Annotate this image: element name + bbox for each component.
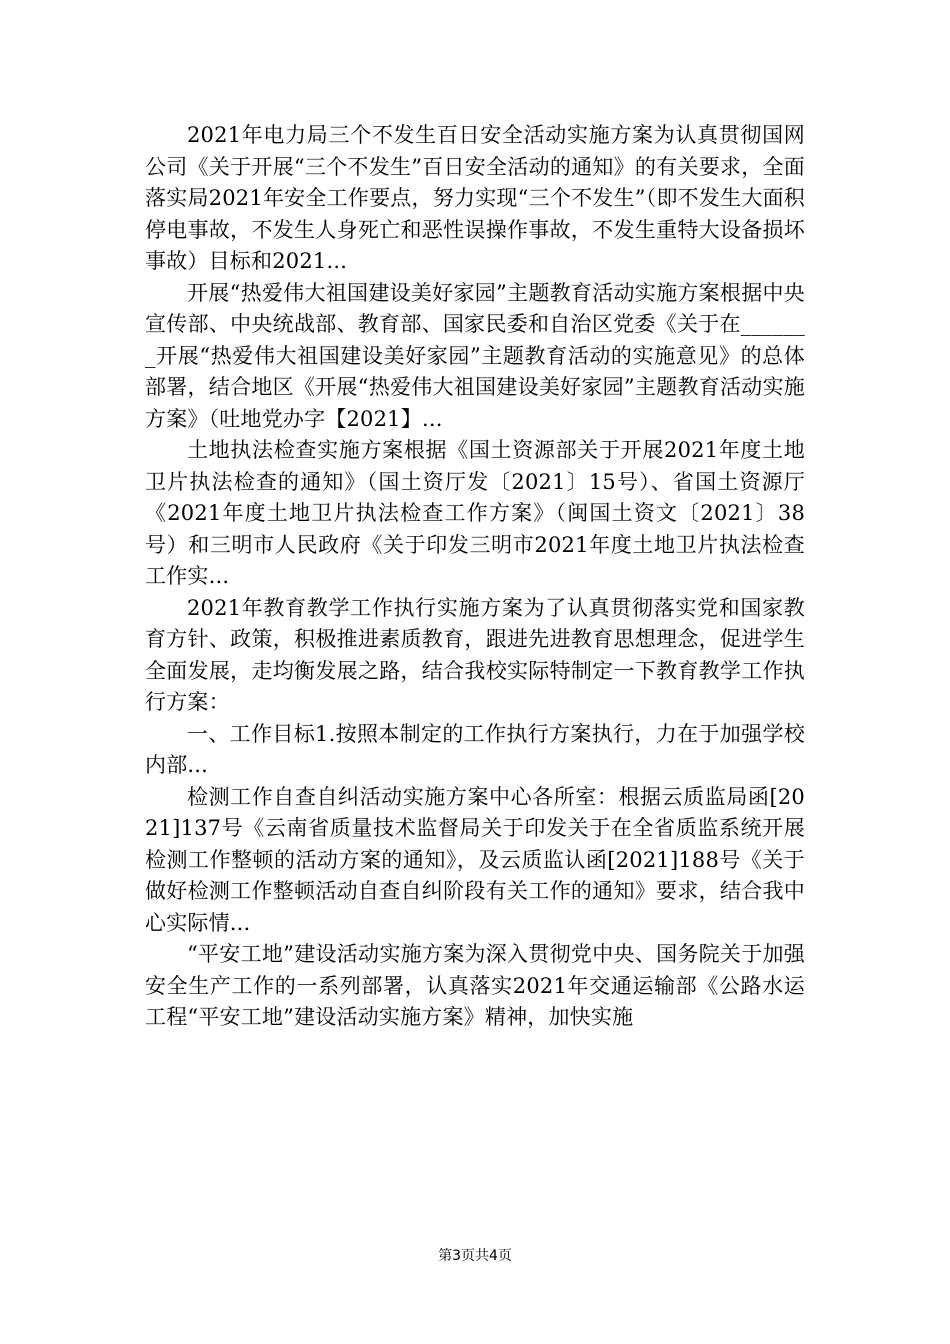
document-body — [145, 120, 805, 1034]
paragraph-1: 2021年电力局三个不发生百日安全活动实施方案为认真贯彻国网公司《关于开展“三个不发生”百日安全活动的通知》的有关要求，全面落实局2021年安全工作要点，努力实现“三个不发生”（即不发生大面积停电事故，不发生人身死亡和恶性误操作事故，不发生重特大设备损坏事故）目标和2021... — [145, 123, 805, 273]
paragraph-3: 土地执法检查实施方案根据《国土资源部关于开展2021年度土地卫片执法检查的通知》（国土资厅发〔2021〕15号）、省国土资源厅《2021年度土地卫片执法检查工作方案》（闽国土资文〔2021〕38号）和三明市人民政府《关于印发三明市2021年度土地卫片执法检查工作实... — [145, 438, 805, 588]
page-footer — [0, 1247, 950, 1265]
paragraph-2: 开展“热爱伟大祖国建设美好家园”主题教育活动实施方案根据中央宣传部、中央统战部、教育部、国家民委和自治区党委《关于在_______开展“热爱伟大祖国建设美好家园”主题教育活动的实施意见》的总体部署，结合地区《开展“热爱伟大祖国建设美好家园”主题教育活动实施方案》（吐地党办字【2021】... — [145, 280, 805, 431]
paragraph-4: 2021年教育教学工作执行实施方案为了认真贯彻落实党和国家教育方针、政策，积极推进素质教育，跟进先进教育思想理念，促进学生全面发展，走均衡发展之路，结合我校实际特制定一下教育教学工作执行方案： — [145, 595, 805, 714]
paragraph-5: 一、工作目标1.按照本制定的工作执行方案执行，力在于加强学校内部... — [145, 721, 805, 777]
paragraph-7: “平安工地”建设活动实施方案为深入贯彻党中央、国务院关于加强安全生产工作的一系列部署，认真落实2021年交通运输部《公路水运工程“平安工地”建设活动实施方案》精神，加快实施 — [145, 942, 805, 1029]
page-indicator: 第3页共4页 — [438, 1248, 512, 1264]
paragraph-6: 检测工作自查自纠活动实施方案中心各所室：根据云质监局函[2021]137号《云南省质量技术监督局关于印发关于在全省质监系统开展检测工作整顿的活动方案的通知》，及云质监认函[2021]188号《关于做好检测工作整顿活动自查自纠阶段有关工作的通知》要求，结合我中心实际情... — [145, 784, 805, 935]
